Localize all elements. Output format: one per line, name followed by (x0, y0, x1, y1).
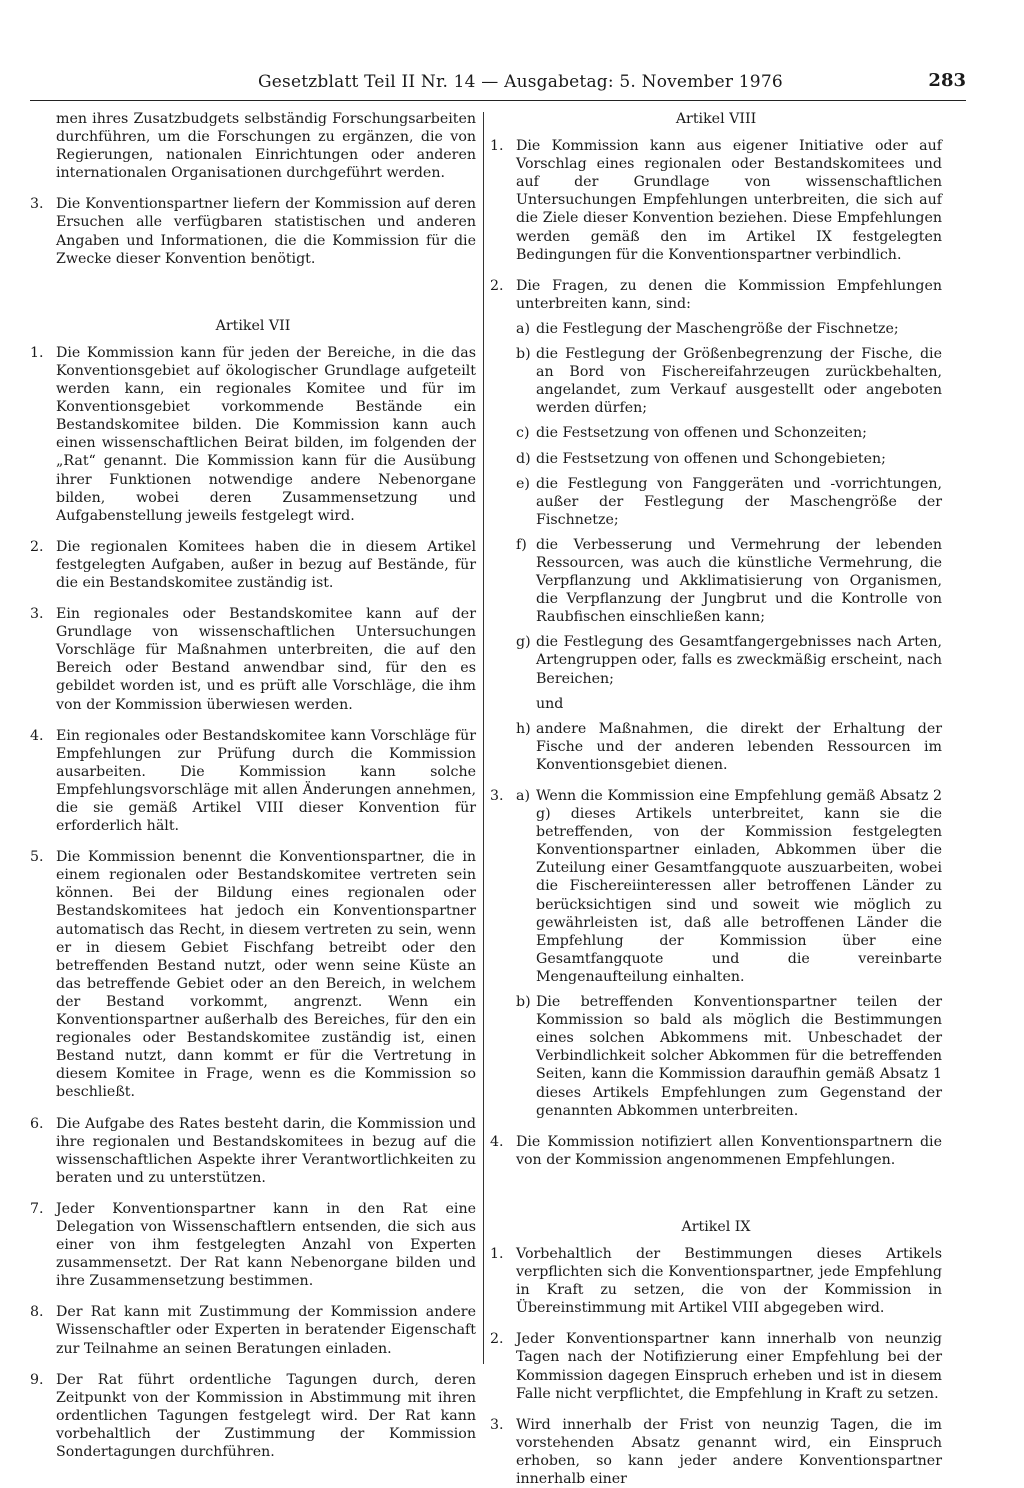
paragraph-number: 2. (490, 1331, 504, 1348)
paragraph-number: 1. (30, 344, 44, 361)
article-heading-viii: Artikel VIII (675, 111, 757, 127)
list-label: d) (516, 450, 531, 467)
art8-paragraph-1 (490, 137, 942, 264)
paragraph-text: Der Rat kann mit Zustimmung der Kommission andere Wissenschaftler oder Experten in beratender Eigenschaft zur Teilnahme an seinen Beratungen einladen. (56, 1304, 476, 1357)
paragraph-text: Die Kommission benennt die Konventionspartner, die in einem regionalen oder Bestandskomitee vertreten sein können. Bei der Bildung eines regionalen oder Bestandskomitees hat jedoch ein Konventionspartner automatisch das Recht, in diesem vertreten zu sein, wenn er in diesem Gebiet Fischfang betreibt oder den betreffenden Bestand nutzt, oder wenn seine Küste an das betreffende Gebiet oder an den Bereich, in welchem der Bestand vorkommt, angrenzt. Wenn ein Konventionspartner außerhalb des Bereiches, für den ein regionales oder Bestandskomitee zuständig ist, einen Bestand nutzt, dann kommt er für die Vertretung in diesem Komitee in Frage, wenn es die Kommission so beschließt. (56, 849, 476, 1101)
paragraph-text: Die Aufgabe des Rates besteht darin, die Kommission und ihre regionalen und Bestandskomitees in bezug auf die wissenschaftlichen Aspekte ihrer Verantwortlichkeiten zu beraten und zu unterstützen. (56, 1115, 476, 1186)
list-label: f) (516, 536, 527, 553)
paragraph-text: Jeder Konventionspartner kann innerhalb von neunzig Tagen nach der Notifizierung einer Empfehlung bei der Kommission dagegen Einspruch erheben und ist in diesem Falle nicht verpflichtet, die Empfehlung in Kraft zu setzen. (516, 1331, 942, 1402)
list-text: Wenn die Kommission eine Empfehlung gemäß Absatz 2 g) dieses Artikels unterbreitet, kann sie die betreffenden, von der Kommission festgelegten Konventionspartner einladen, Abkommen über die Zuteilung einer Gesamtfangquote auszuarbeiten, wobei die Fischereiinteressen aller betroffenen Länder zu berücksichtigen sind und soweit wie möglich zu gewährleisten ist, daß alle betroffenen Länder die Empfehlung der Kommission über eine Gesamtfangquote und die vereinbarte Mengenaufteilung einhalten. (536, 788, 942, 985)
conjunction-text: und (536, 695, 564, 712)
paragraph-text: Die Kommission kann für jeden der Bereiche, in die das Konventionsgebiet auf ökologischer Grundlage aufgeteilt werden kann, ein regionales Komitee und für im Konventionsgebiet vorkommende Bestände ein Bestandskomitee bilden. Die Kommission kann auch einen wissenschaftlichen Beirat bilden, im folgenden der „Rat“ genannt. Die Kommission kann für die Ausübung ihrer Funktionen notwendige andere Nebenorgane bilden, wobei deren Zusammensetzung und Aufgabenstellung jeweils festgelegt wird. (56, 344, 476, 524)
paragraph-number: 1. (490, 1245, 504, 1262)
list-item (516, 720, 942, 774)
art8-paragraph-2 (490, 277, 942, 774)
list-label: a) (516, 788, 530, 804)
page-number: 283 (928, 70, 966, 91)
list-text: andere Maßnahmen, die direkt der Erhaltung der Fische und der anderen lebenden Ressourcen im Konventionsgebiet dienen. (536, 720, 942, 773)
paragraph-number: 5. (30, 849, 44, 866)
list-item (516, 424, 942, 442)
paragraph-number: 2. (490, 277, 504, 294)
list-label: e) (516, 475, 530, 492)
list-item (516, 345, 942, 417)
list-text: Die betreffenden Konventionspartner teilen der Kommission so bald als möglich die Bestimmungen eines solchen Abkommens mit. Unbeschadet der Verbindlichkeit solcher Abkommen für die betreffenden Seiten, kann die Kommission daraufhin gemäß Absatz 1 dieses Artikels Empfehlungen zum Gegenstand der genannten Abkommen unterbreiten. (536, 994, 942, 1119)
paragraph-text: Wird innerhalb der Frist von neunzig Tagen, die im vorstehenden Absatz genannt wird, ein Einspruch erhoben, so kann jeder andere Konventionspartner innerhalb einer (516, 1416, 942, 1487)
art7-paragraph (30, 538, 476, 592)
list-text: die Festsetzung von offenen und Schonzeiten; (536, 425, 867, 442)
continued-paragraph: men ihres Zusatzbudgets selbständig Forschungsarbeiten durchführen, um die Forschungen zu ergänzen, die von Regierungen, nationalen Einrichtungen oder anderen internationalen Organisationen durchgeführt werden. (56, 111, 476, 182)
art7-paragraph (30, 1115, 476, 1187)
list-item (516, 787, 942, 986)
paragraph-text: Die regionalen Komitees haben die in diesem Artikel festgelegten Aufgaben, außer in bezug auf Bestände, für die ein Bestandskomitee zuständig ist. (56, 538, 476, 591)
art9-paragraph (490, 1416, 942, 1488)
list-text: die Festsetzung von offenen und Schongebieten; (536, 450, 886, 467)
page-header (30, 70, 966, 101)
paragraph-text: Die Fragen, zu denen die Kommission Empfehlungen unterbreiten kann, sind: (516, 277, 942, 312)
left-column (30, 110, 476, 1460)
art8-paragraph-3 (490, 787, 942, 1120)
paragraph-number: 6. (30, 1115, 44, 1132)
paragraph-text: Der Rat führt ordentliche Tagungen durch, deren Zeitpunkt von der Kommission in Abstimmung mit ihren ordentlichen Tagungen festgelegt wird. Der Rat kann vorbehaltlich der Zustimmung der Kommission Sondertagungen durchführen. (56, 1371, 476, 1460)
paragraph-number: 8. (30, 1304, 44, 1321)
paragraph-number: 3. (30, 196, 44, 213)
list-item (516, 475, 942, 529)
spacer (490, 1182, 942, 1210)
right-column (490, 110, 942, 1487)
art9-paragraph (490, 1330, 942, 1402)
header-title: Gesetzblatt Teil II Nr. 14 — Ausgabetag: 5. November 1976 (258, 72, 783, 92)
spacer (30, 281, 476, 309)
list-label: b) (516, 346, 531, 363)
art7-paragraph (30, 1200, 476, 1290)
list-text: die Festlegung des Gesamtfangergebnisses nach Arten, Artengruppen oder, falls es zweckmäßig erscheint, nach Bereichen; (536, 634, 942, 687)
list-text: die Verbesserung und Vermehrung der lebenden Ressourcen, was auch die künstliche Vermehrung, die Verpflanzung und Akklimatisierung von Organismen, die Verpflanzung der Jungbrut und die Kontrolle von Raubfischen einschließen kann; (536, 536, 942, 626)
column-divider (483, 112, 484, 1364)
paragraph-text: Die Kommission kann aus eigener Initiative oder auf Vorschlag eines regionalen oder Bestandskomitees und auf der Grundlage von wissenschaftlichen Untersuchungen Empfehlungen unterbreiten, die sich auf die Ziele dieser Konvention beziehen. Diese Empfehlungen werden gemäß den im Artikel IX festgelegten Bedingungen für die Konventionspartner verbindlich. (516, 138, 942, 263)
paragraph-number: 4. (490, 1133, 504, 1150)
art8-paragraph-4 (490, 1133, 942, 1169)
art7-paragraph (30, 344, 476, 525)
list-label: b) (516, 994, 531, 1011)
list-item (516, 536, 942, 626)
art7-paragraph (30, 1371, 476, 1461)
paragraph-text: Vorbehaltlich der Bestimmungen dieses Artikels verpflichten sich die Konventionspartner, jede Empfehlung in Kraft zu setzen, die von der Kommission in Übereinstimmung mit Artikel VIII abgegeben wird. (516, 1245, 942, 1317)
art7-paragraph (30, 848, 476, 1101)
paragraph-text: Die Kommission notifiziert allen Konventionspartnern die von der Kommission angenommenen Empfehlungen. (516, 1133, 942, 1168)
art7-paragraph (30, 605, 476, 714)
art9-paragraph (490, 1245, 942, 1317)
art7-paragraph (30, 1303, 476, 1357)
list-item (516, 450, 942, 468)
paragraph-3 (30, 195, 476, 267)
list-item (516, 320, 942, 338)
list-text: die Festlegung der Maschengröße der Fischnetze; (536, 320, 899, 337)
paragraph-number: 2. (30, 538, 44, 555)
list-label: c) (516, 425, 530, 442)
list-label: h) (516, 720, 531, 737)
list-item (516, 633, 942, 687)
list-text: die Festlegung der Größenbegrenzung der Fische, die an Bord von Fischereifahrzeugen zurückbehalten, angelandet, zum Verkauf ausgestellt oder angeboten werden dürfen; (536, 346, 942, 417)
list-text: die Festlegung von Fanggeräten und -vorrichtungen, außer der Festlegung der Maschengröße der Fischnetze; (536, 475, 942, 528)
list-item (516, 993, 942, 1120)
paragraph-text: Ein regionales oder Bestandskomitee kann Vorschläge für Empfehlungen zur Prüfung durch die Kommission ausarbeiten. Die Kommission kann solche Empfehlungsvorschläge mit allen Änderungen annehmen, die sie gemäß Artikel VIII dieser Konvention für erforderlich hält. (56, 727, 476, 835)
paragraph-number: 3. (490, 788, 504, 804)
paragraph-text: Die Konventionspartner liefern der Kommission auf deren Ersuchen alle verfügbaren statistischen und anderen Angaben und Informationen, die die Kommission für die Zwecke dieser Konvention benötigt. (56, 196, 476, 267)
art7-paragraph (30, 727, 476, 836)
article-heading-ix: Artikel IX (681, 1218, 751, 1235)
paragraph-number: 3. (490, 1416, 504, 1433)
list-label: a) (516, 320, 530, 337)
list-label: g) (516, 634, 531, 651)
paragraph-number: 7. (30, 1200, 44, 1217)
article-heading-vii: Artikel VII (215, 317, 291, 334)
paragraph-number: 4. (30, 727, 44, 744)
paragraph-text: Ein regionales oder Bestandskomitee kann auf der Grundlage von wissenschaftlichen Untersuchungen Vorschläge für Maßnahmen unterbreiten, die auf den Bereich oder Bestand anwendbar sind, für den es gebildet worden ist, und es prüft alle Vorschläge, die ihm von der Kommission überwiesen werden. (56, 606, 476, 713)
paragraph-text: Jeder Konventionspartner kann in den Rat eine Delegation von Wissenschaftlern entsenden, die sich aus einer von ihm festgelegten Anzahl von Experten zusammensetzt. Der Rat kann Nebenorgane bilden und ihre Zusammensetzung bestimmen. (56, 1200, 476, 1290)
paragraph-number: 3. (30, 606, 44, 623)
paragraph-number: 9. (30, 1371, 44, 1388)
paragraph-number: 1. (490, 138, 504, 155)
